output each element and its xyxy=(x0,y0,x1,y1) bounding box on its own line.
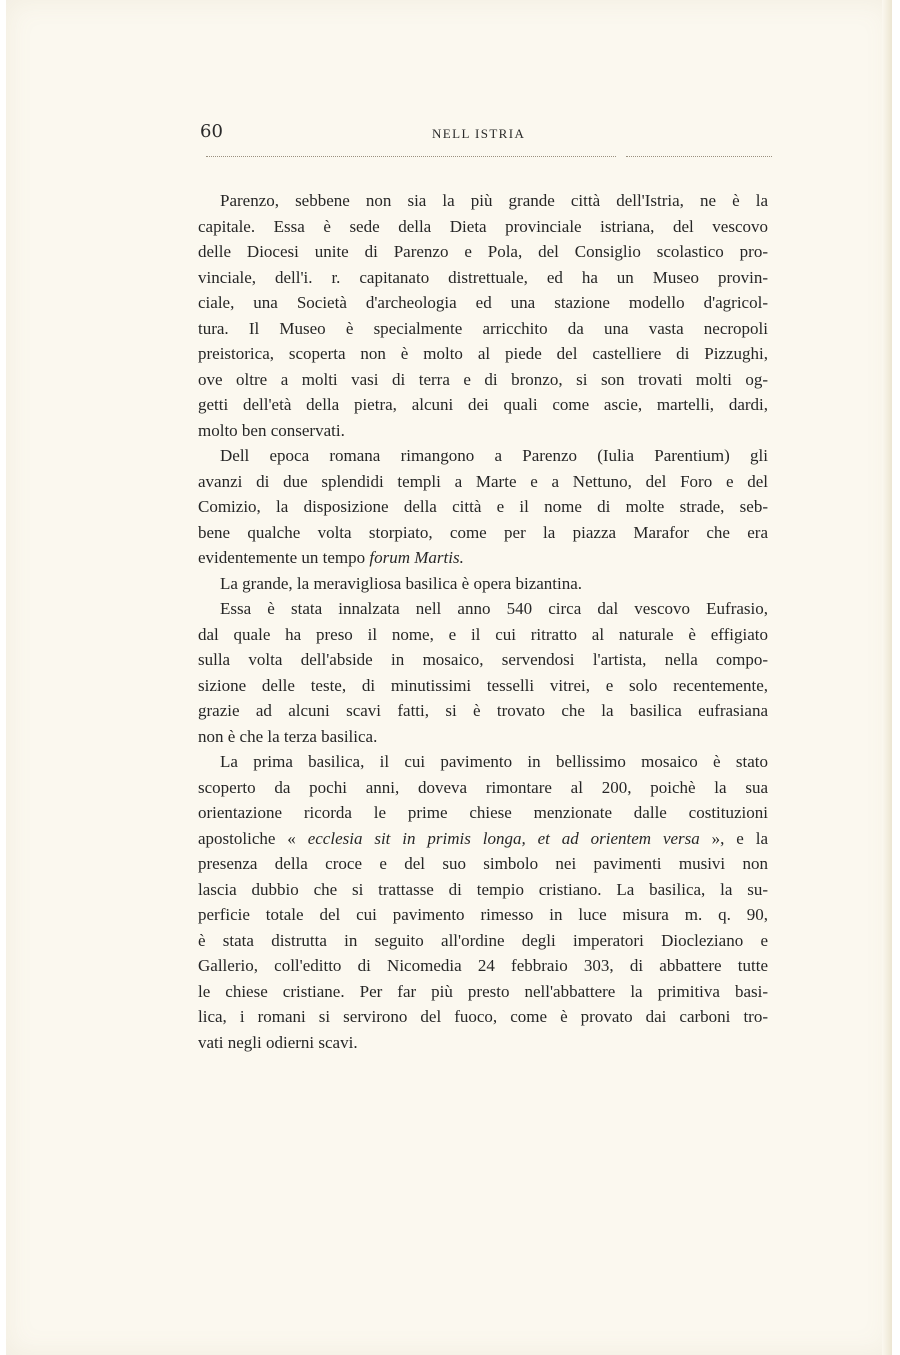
text-line: lica, i romani si servirono del fuoco, come è provato dai carboni tro- xyxy=(198,1007,768,1026)
text-line: lascia dubbio che si trattasse di tempio cristiano. La basilica, la su- xyxy=(198,879,768,899)
text-line: Comizio, la disposizione della città e il nome di molte strade, seb- xyxy=(198,497,768,516)
text-line: Parenzo, sebbene non sia la più grande città dell'Istria, ne è la xyxy=(220,191,768,210)
paragraph-4 xyxy=(198,596,768,749)
text-span: », e la xyxy=(699,828,769,848)
running-title: NELL ISTRIA xyxy=(432,126,526,141)
text-line: ciale, una Società d'archeologia ed una stazione modello d'agricol- xyxy=(198,293,768,312)
text-line: bene qualche volta storpiato, come per la piazza Marafor che era xyxy=(198,522,768,542)
paragraph-5 xyxy=(198,749,768,1055)
text-line xyxy=(198,826,768,852)
text-line xyxy=(198,545,768,571)
text-line: presenza della croce e del suo simbolo nei pavimenti musivi non xyxy=(198,854,768,873)
text-line: grazie ad alcuni scavi fatti, si è trovato che la basilica eufrasiana xyxy=(198,701,768,720)
header-rule xyxy=(206,156,616,157)
text-line: Gallerio, coll'editto di Nicomedia 24 febbraio 303, di abbattere tutte xyxy=(198,956,768,975)
text-line: La grande, la meravigliosa basilica è opera bizantina. xyxy=(220,573,583,593)
body-text xyxy=(198,188,768,1055)
page-header xyxy=(6,121,892,151)
text-line: dal quale ha preso il nome, e il cui ritratto al naturale è effigiato xyxy=(198,624,768,644)
text-line: getti dell'età della pietra, alcuni dei quali come ascie, martelli, dardi, xyxy=(198,395,768,414)
paragraph-2 xyxy=(198,443,768,571)
text-line: perficie totale del cui pavimento rimesso in luce misura m. q. 90, xyxy=(198,905,768,924)
paragraph-3 xyxy=(198,571,768,597)
text-line: tura. Il Museo è specialmente arricchito da una vasta necropoli xyxy=(198,318,768,338)
text-line: sizione delle teste, di minutissimi tesselli vitrei, e solo recentemente, xyxy=(198,675,768,695)
text-line: preistorica, scoperta non è molto al piede del castelliere di Pizzughi, xyxy=(198,344,768,363)
text-line: le chiese cristiane. Per far più presto nell'abbattere la primitiva basi- xyxy=(198,981,768,1001)
text-line: vinciale, dell'i. r. capitanato distrettuale, ed ha un Museo provin- xyxy=(198,267,768,287)
text-line: ove oltre a molti vasi di terra e di bronzo, si son trovati molti og- xyxy=(198,369,768,389)
page-number: 60 xyxy=(200,121,223,142)
text-line: scoperto da pochi anni, doveva rimontare al 200, poichè la sua xyxy=(198,777,768,797)
text-line: avanzi di due splendidi templi a Marte e a Nettuno, del Foro e del xyxy=(198,471,768,491)
text-line: Essa è stata innalzata nell anno 540 circa dal vescovo Eufrasio, xyxy=(220,599,768,618)
text-line: è stata distrutta in seguito all'ordine degli imperatori Diocleziano e xyxy=(198,930,768,950)
page-edge xyxy=(882,0,892,1355)
text-line: delle Diocesi unite di Parenzo e Pola, del Consiglio scolastico pro- xyxy=(198,242,768,261)
paragraph-1 xyxy=(198,188,768,443)
text-line: orientazione ricorda le prime chiese menzionate dalle costituzioni xyxy=(198,803,768,822)
text-line: capitale. Essa è sede della Dieta provinciale istriana, del vescovo xyxy=(198,216,768,236)
text-line: molto ben conservati. xyxy=(198,420,345,440)
text-span: apostoliche « xyxy=(198,828,308,848)
text-line: vati negli odierni scavi. xyxy=(198,1032,358,1052)
text-line: sulla volta dell'abside in mosaico, servendosi l'artista, nella compo- xyxy=(198,650,768,669)
italic-phrase: forum Martis. xyxy=(369,548,464,567)
text-line: La prima basilica, il cui pavimento in bellissimo mosaico è stato xyxy=(220,752,768,771)
text-line: Dell epoca romana rimangono a Parenzo (Iulia Parentium) gli xyxy=(220,446,768,465)
text-span: evidentemente un tempo xyxy=(198,548,370,567)
book-page xyxy=(6,0,892,1355)
italic-quote: ecclesia sit in primis longa, et ad orientem versa xyxy=(307,828,700,848)
header-rule-right xyxy=(626,156,772,157)
text-line: non è che la terza basilica. xyxy=(198,726,378,746)
